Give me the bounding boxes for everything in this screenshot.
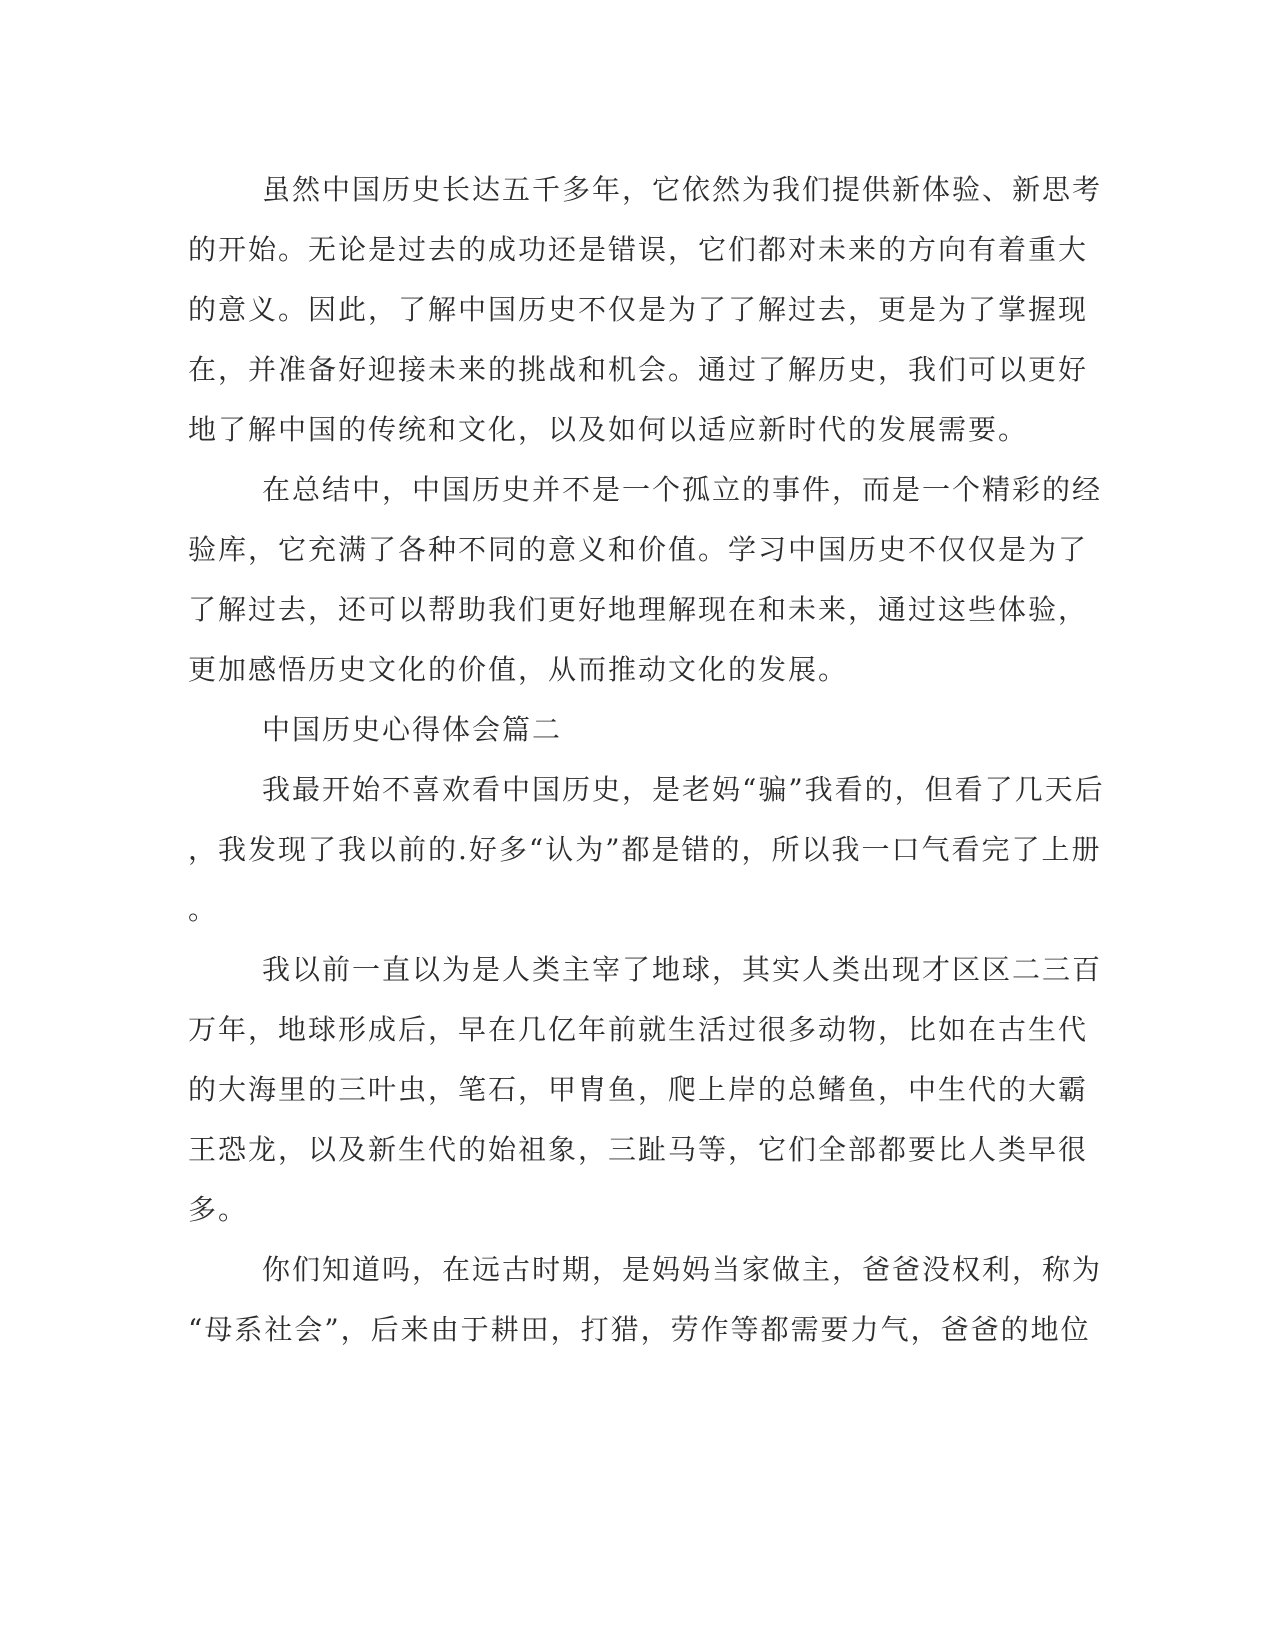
text-line: 多。 <box>188 1193 249 1226</box>
text-line: 在，并准备好迎接未来的挑战和机会。通过了解历史，我们可以更好 <box>188 353 1089 386</box>
section-heading: 中国历史心得体会篇二 <box>262 713 563 746</box>
text-line: 了解过去，还可以帮助我们更好地理解现在和未来，通过这些体验， <box>188 593 1089 626</box>
text-line: 的大海里的三叶虫，笔石，甲胄鱼，爬上岸的总鳍鱼，中生代的大霸 <box>188 1073 1089 1106</box>
text-line: 我以前一直以为是人类主宰了地球，其实人类出现才区区二三百 <box>262 953 1103 986</box>
text-line: 王恐龙，以及新生代的始祖象，三趾马等，它们全部都要比人类早很 <box>188 1133 1089 1166</box>
text-line: 。 <box>188 893 219 926</box>
text-line: 验库，它充满了各种不同的意义和价值。学习中国历史不仅仅是为了 <box>188 533 1089 566</box>
text-line: 的意义。因此，了解中国历史不仅是为了了解过去，更是为了掌握现 <box>188 293 1089 326</box>
text-line: 的开始。无论是过去的成功还是错误，它们都对未来的方向有着重大 <box>188 233 1089 266</box>
document-body <box>188 160 1105 1360</box>
text-line: ，我发现了我以前的.好多“认为”都是错的，所以我一口气看完了上册 <box>188 833 1102 866</box>
text-line: 万年，地球形成后，早在几亿年前就生活过很多动物，比如在古生代 <box>188 1013 1089 1046</box>
text-line: 在总结中，中国历史并不是一个孤立的事件，而是一个精彩的经 <box>262 473 1103 506</box>
text-line: 更加感悟历史文化的价值，从而推动文化的发展。 <box>188 653 849 686</box>
text-line: 我最开始不喜欢看中国历史，是老妈“骗”我看的，但看了几天后 <box>262 773 1105 806</box>
text-line: “母系社会”，后来由于耕田，打猎，劳作等都需要力气，爸爸的地位 <box>188 1313 1091 1346</box>
text-line: 你们知道吗，在远古时期，是妈妈当家做主，爸爸没权利，称为 <box>262 1253 1103 1286</box>
text-line: 地了解中国的传统和文化，以及如何以适应新时代的发展需要。 <box>188 413 1029 446</box>
text-line: 虽然中国历史长达五千多年，它依然为我们提供新体验、新思考 <box>262 173 1103 206</box>
